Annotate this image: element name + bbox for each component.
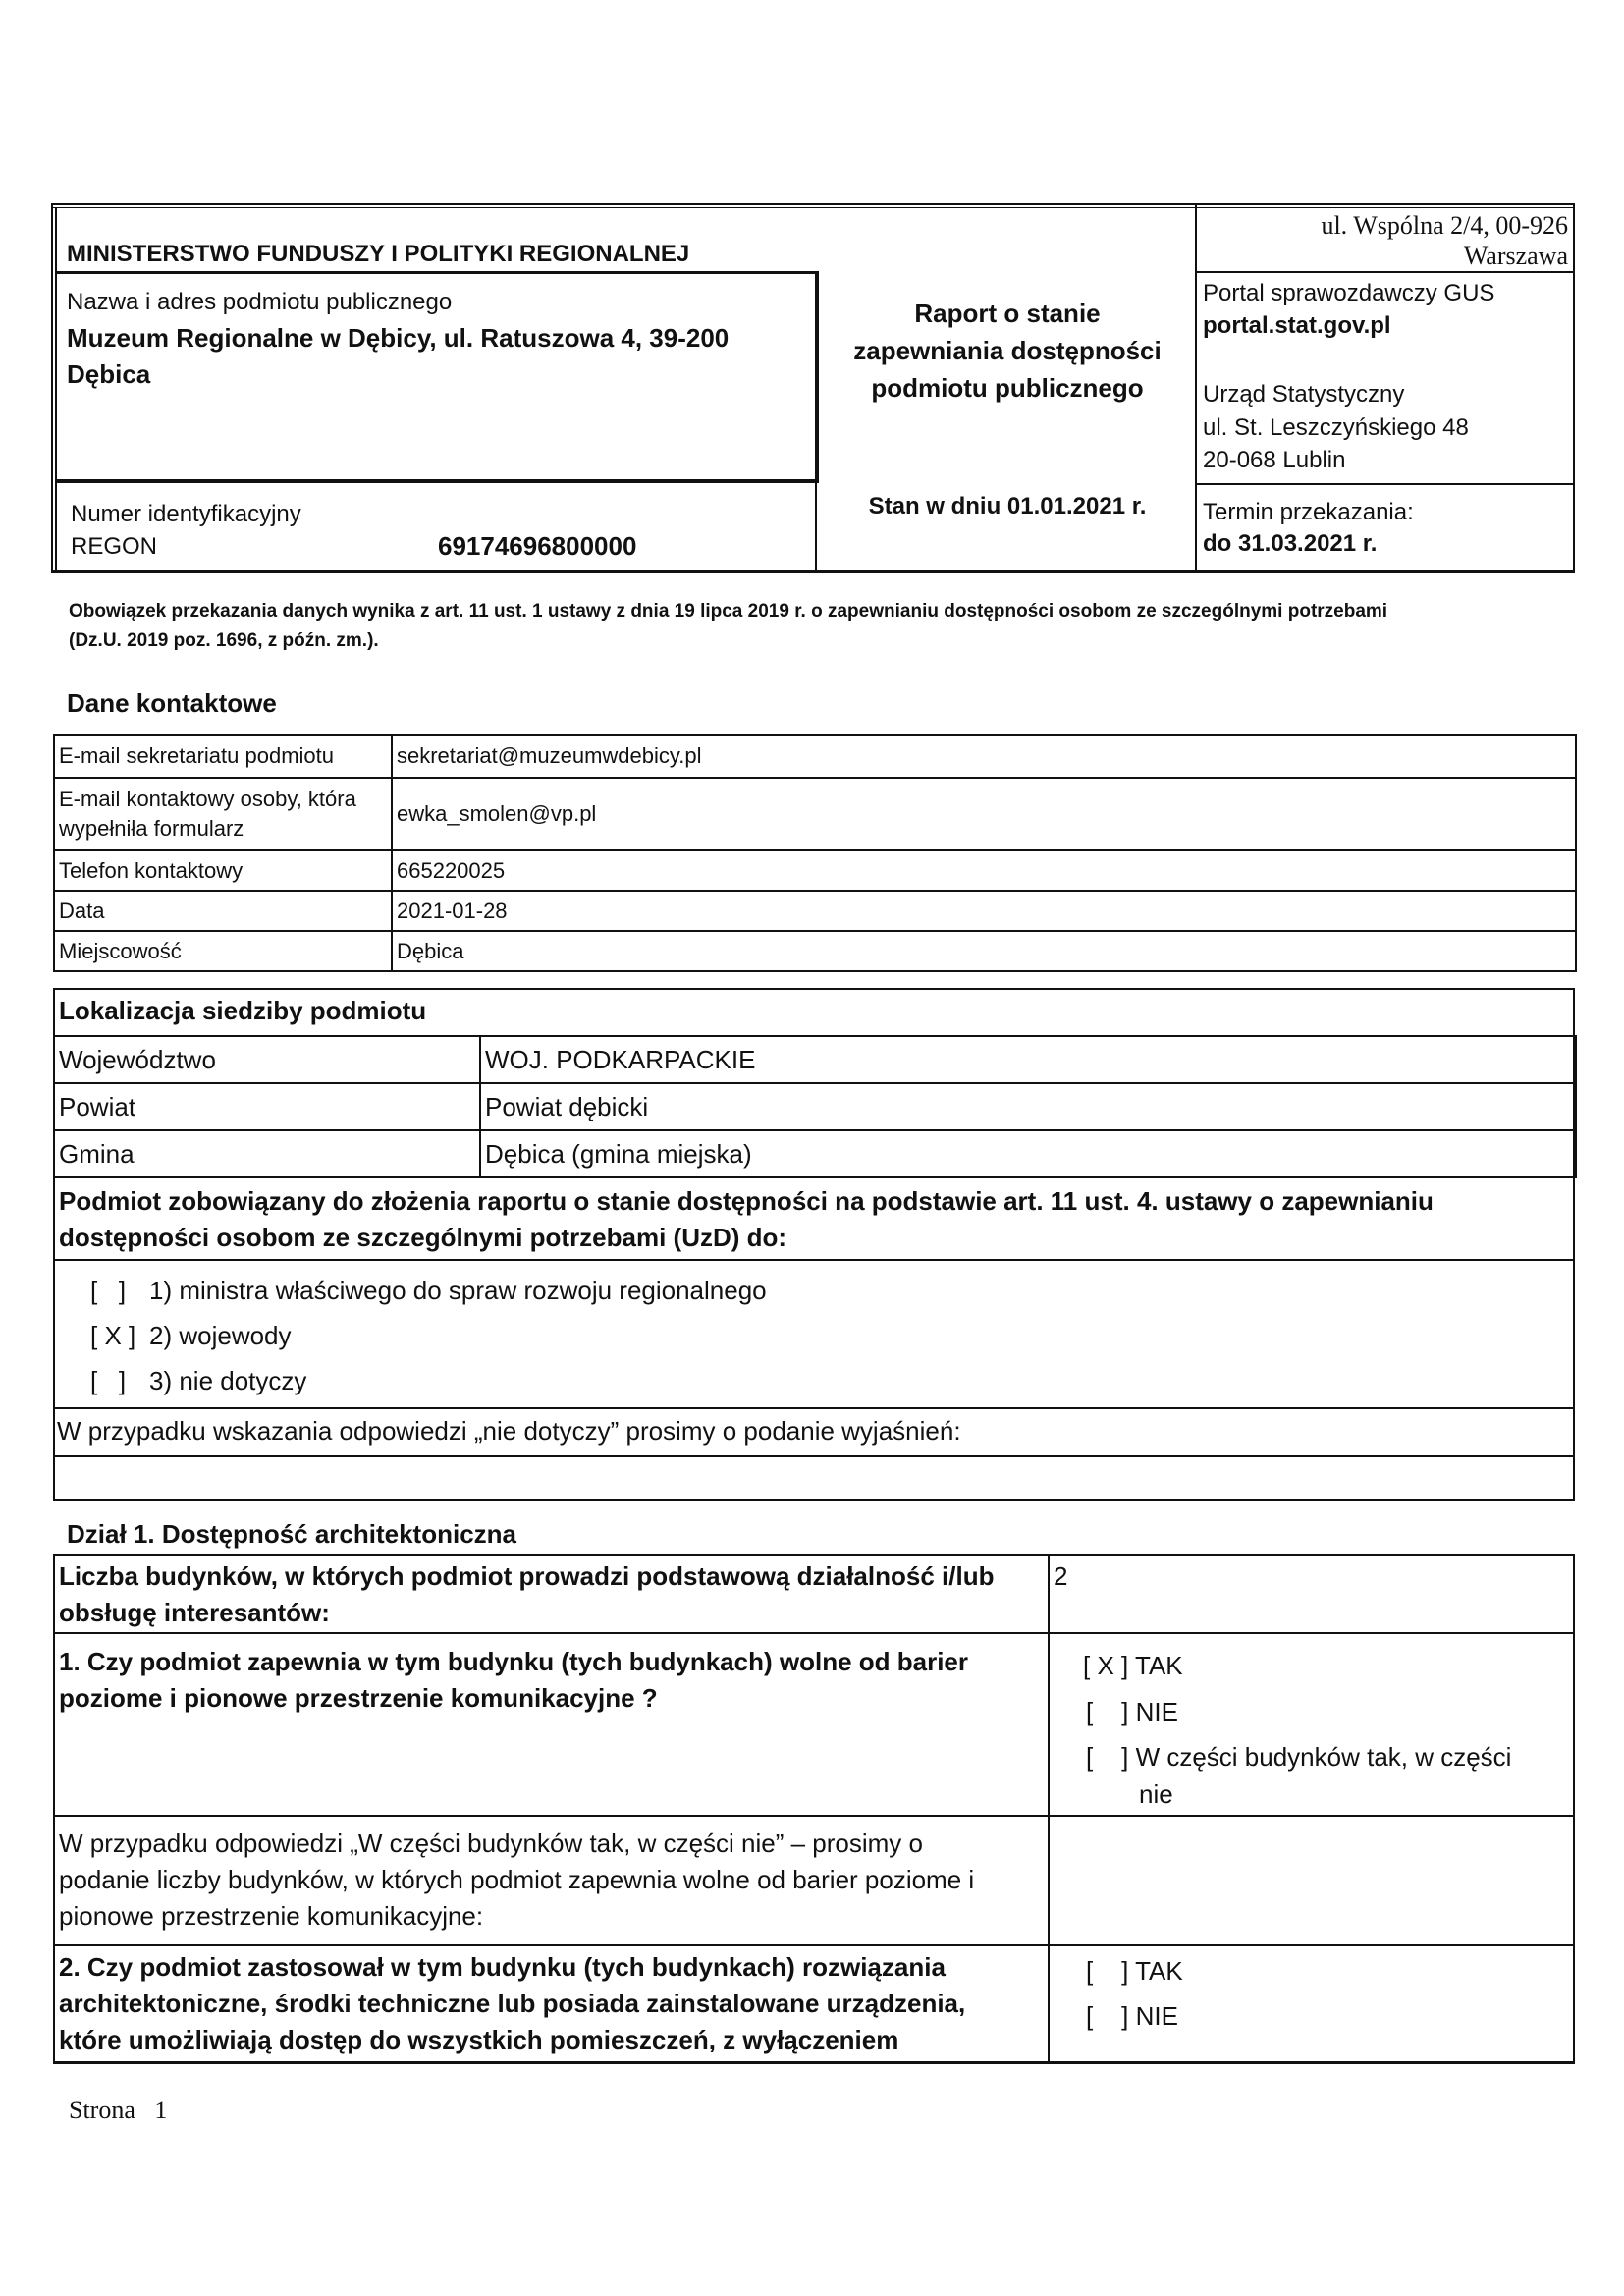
location-commune: Dębica (gmina miejska) [480,1130,1576,1177]
regon-label: REGON [71,533,158,560]
location-voivodeship: WOJ. PODKARPACKIE [480,1036,1576,1083]
entity-name-2: Dębica [67,359,151,389]
option-label: 2) wojewody [149,1321,292,1350]
buildings-question-1: Liczba budynków, w których podmiot prowadzi podstawową działalność i/lub [59,1561,995,1591]
deadline-label: Termin przekazania: [1203,499,1414,525]
legal-note-1: Obowiązek przekazania danych wynika z art. 11 ust. 1 ustawy z dnia 19 lipca 2019 r. o zapewnianiu dostępności osobom ze szczególnymi potrzebami [69,601,1388,622]
q1-text-1: 1. Czy podmiot zapewnia w tym budynku (tych budynkach) wolne od barier [59,1647,969,1676]
partial-text-2: podanie liczby budynków, w których podmiot zapewnia wolne od barier poziome i [59,1865,975,1894]
option-label: 1) ministra właściwego do spraw rozwoju regionalnego [149,1276,767,1305]
ministry-name: MINISTERSTWO FUNDUSZY I POLITYKI REGIONALNEJ [67,241,690,267]
location-label: Gmina [54,1130,480,1177]
option-checkbox[interactable]: [ ] [90,1366,127,1395]
contact-value-phone: 665220025 [392,850,1576,891]
section1-heading: Dział 1. Dostępność architektoniczna [67,1519,517,1549]
contact-label: Miejscowość [54,931,392,971]
regon-value: 69174696800000 [438,531,637,561]
obliged-text-1: Podmiot zobowiązany do złożenia raportu o stanie dostępności na podstawie art. 11 ust. 4. ustawy o zapewnianiu [59,1186,1434,1216]
office-city: 20-068 Lublin [1203,447,1346,473]
contact-table [53,734,1577,972]
partial-text-3: pionowe przestrzenie komunikacyjne: [59,1901,484,1931]
deadline-value: do 31.03.2021 r. [1203,530,1378,557]
contact-label [54,778,392,850]
legal-note-2: (Dz.U. 2019 poz. 1696, z późn. zm.). [69,630,379,651]
report-title-1: Raport o stanie [914,299,1101,328]
q1-option-yes[interactable]: [ X ] TAK [1083,1651,1183,1680]
contact-label: Telefon kontaktowy [54,850,392,891]
q2-text-1: 2. Czy podmiot zastosował w tym budynku (tych budynkach) rozwiązania [59,1952,946,1982]
q2-option-yes[interactable]: [ ] TAK [1086,1956,1183,1986]
contact-value-date: 2021-01-28 [392,891,1576,931]
location-label: Powiat [54,1083,480,1130]
contact-label: E-mail sekretariatu podmiotu [54,735,392,778]
q2-option-no[interactable]: [ ] NIE [1086,2001,1178,2031]
explain-prompt: W przypadku wskazania odpowiedzi „nie dotyczy” prosimy o podanie wyjaśnień: [57,1416,961,1446]
portal-label: Portal sprawozdawczy GUS [1203,280,1495,306]
partial-text-1: W przypadku odpowiedzi „W części budynków tak, w części nie” – prosimy o [59,1829,923,1858]
contact-label-line: wypełniła formularz [59,816,244,841]
report-title-2: zapewniania dostępności [853,336,1162,365]
buildings-count[interactable]: 2 [1054,1561,1068,1591]
q1-option-partial[interactable]: [ ] W części budynków tak, w części [1086,1742,1512,1772]
q1-text-2: poziome i pionowe przestrzenie komunikacyjne ? [59,1683,658,1713]
ministry-address-1: ul. Wspólna 2/4, 00-926 [1321,211,1568,240]
location-county: Powiat dębicki [480,1083,1576,1130]
location-heading: Lokalizacja siedziby podmiotu [59,996,427,1025]
ministry-address-2: Warszawa [1463,242,1568,270]
location-table [53,1035,1577,1178]
contact-label-line: E-mail kontaktowy osoby, która [59,787,356,811]
buildings-question-2: obsługę interesantów: [59,1598,330,1627]
option-checkbox[interactable]: [ ] [90,1276,127,1305]
obliged-text-2: dostępności osobom ze szczególnymi potrzebami (UzD) do: [59,1223,787,1252]
option-checkbox[interactable]: [ X ] [90,1321,136,1350]
page-number: Strona 1 [69,2096,168,2124]
contact-value-city: Dębica [392,931,1576,971]
contact-heading: Dane kontaktowe [67,688,277,718]
contact-value-email: sekretariat@muzeumwdebicy.pl [392,735,1576,778]
q2-text-2: architektoniczne, środki techniczne lub posiada zainstalowane urządzenia, [59,1989,966,2018]
as-of-date: Stan w dniu 01.01.2021 r. [868,493,1147,519]
report-title-3: podmiotu publicznego [871,373,1144,403]
contact-label: Data [54,891,392,931]
location-label: Województwo [54,1036,480,1083]
explain-field[interactable] [53,1455,1575,1501]
partial-count-field[interactable] [1050,1817,1573,1944]
office-name: Urząd Statystyczny [1203,381,1405,408]
entity-label: Nazwa i adres podmiotu publicznego [67,289,453,315]
q1-option-no[interactable]: [ ] NIE [1086,1697,1178,1726]
option-label: 3) nie dotyczy [149,1366,307,1395]
contact-value-person-email: ewka_smolen@vp.pl [392,778,1576,850]
entity-name-1: Muzeum Regionalne w Dębicy, ul. Ratuszowa 4, 39-200 [67,323,730,353]
office-street: ul. St. Leszczyńskiego 48 [1203,414,1469,441]
portal-url: portal.stat.gov.pl [1203,312,1391,339]
q1-option-partial-cont: nie [1139,1779,1173,1809]
id-label: Numer identyfikacyjny [71,501,301,527]
q2-text-3: które umożliwiają dostęp do wszystkich pomieszczeń, z wyłączeniem [59,2025,899,2054]
